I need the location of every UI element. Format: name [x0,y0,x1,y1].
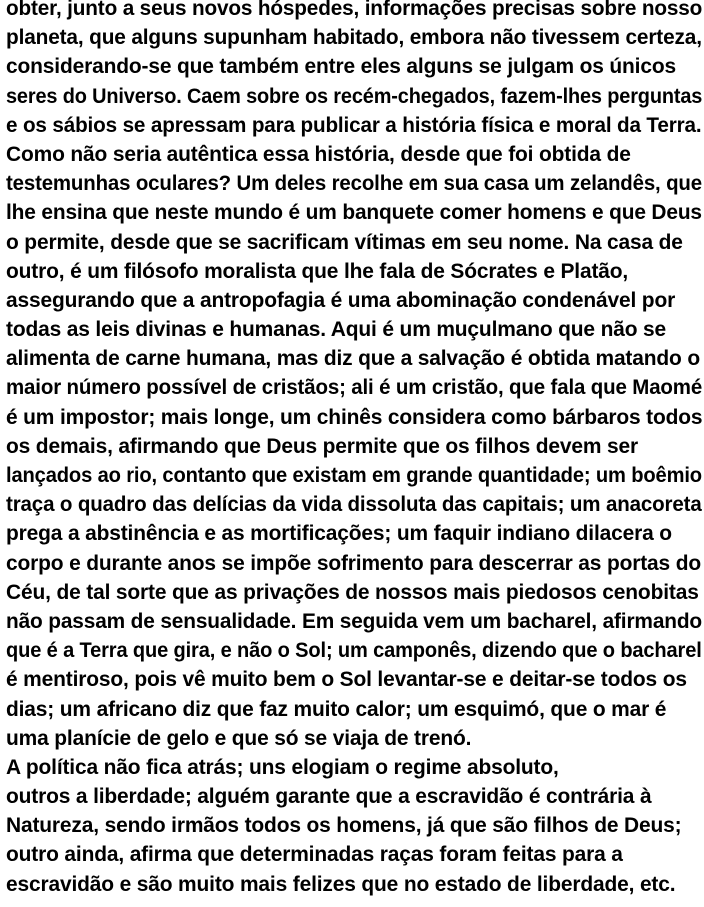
text-line: maior número possível de cristãos; ali é um cristão, que fala que Maomé [6,376,703,400]
text-line: outro ainda, afirma que determinadas raças foram feitas para a [6,843,623,867]
text-line: lançados ao rio, contanto que existam em grande quantidade; um boêmio [6,464,702,487]
text-line: assegurando que a antropofagia é uma abominação condenável por [6,288,676,312]
text-line: que é a Terra que gira, e não o Sol; um camponês, dizendo que o bacharel [6,639,702,663]
text-line: dias; um africano diz que faz muito calor; um esquimó, que o mar é [6,697,667,721]
text-line: seres do Universo. Caem sobre os recém-chegados, fazem-lhes perguntas [6,84,703,108]
text-line: alimenta de carne humana, mas diz que a salvação é obtida matando o [6,347,700,371]
text-line: obter, junto a seus novos hóspedes, informações precisas sobre nosso [6,0,703,20]
text-line: prega a abstinência e as mortificações; um faquir indiano dilacera o [6,522,672,546]
text-line: considerando-se que também entre eles alguns se julgam os únicos [6,55,676,79]
text-line: é um impostor; mais longe, um chinês considera como bárbaros todos [6,405,703,429]
text-line: testemunhas oculares? Um deles recolhe em sua casa um zelandês, que [6,172,702,196]
text-line: outros a liberdade; alguém garante que a escravidão é contrária à [6,785,652,809]
text-line: outro, é um filósofo moralista que lhe fala de Sócrates e Platão, [6,259,629,283]
text-line: o permite, desde que se sacrificam vítimas em seu nome. Na casa de [6,230,683,254]
text-line: lhe ensina que neste mundo é um banquete comer homens e que Deus [6,201,702,225]
body-text [6,0,704,899]
text-line: não passam de sensualidade. Em seguida vem um bacharel, afirmando [6,609,703,633]
text-line: todas as leis divinas e humanas. Aqui é um muçulmano que não se [6,318,667,342]
text-line: Como não seria autêntica essa história, desde que foi obtida de [6,142,631,166]
text-line: corpo e durante anos se impõe sofrimento para descerrar as portas do [6,551,701,575]
text-line: os demais, afirmando que Deus permite que os filhos devem ser [6,434,639,458]
text-line: escravidão e são muito mais felizes que no estado de liberdade, etc. [6,872,676,896]
text-line: Natureza, sendo irmãos todos os homens, já que são filhos de Deus; [6,814,682,838]
text-line: é mentiroso, pois vê muito bem o Sol levantar-se e deitar-se todos os [6,668,687,692]
text-line: traça o quadro das delícias da vida dissoluta das capitais; um anacoreta [6,493,702,517]
text-line: A política não fica atrás; uns elogiam o regime absoluto, [6,755,559,779]
text-line: uma planície de gelo e que só se viaja de trenó. [6,726,472,750]
text-line: Céu, de tal sorte que as privações de nossos mais piedosos cenobitas [6,580,699,604]
text-line: e os sábios se apressam para publicar a história física e moral da Terra. [6,113,702,137]
text-line: planeta, que alguns supunham habitado, embora não tivessem certeza, [6,26,702,50]
